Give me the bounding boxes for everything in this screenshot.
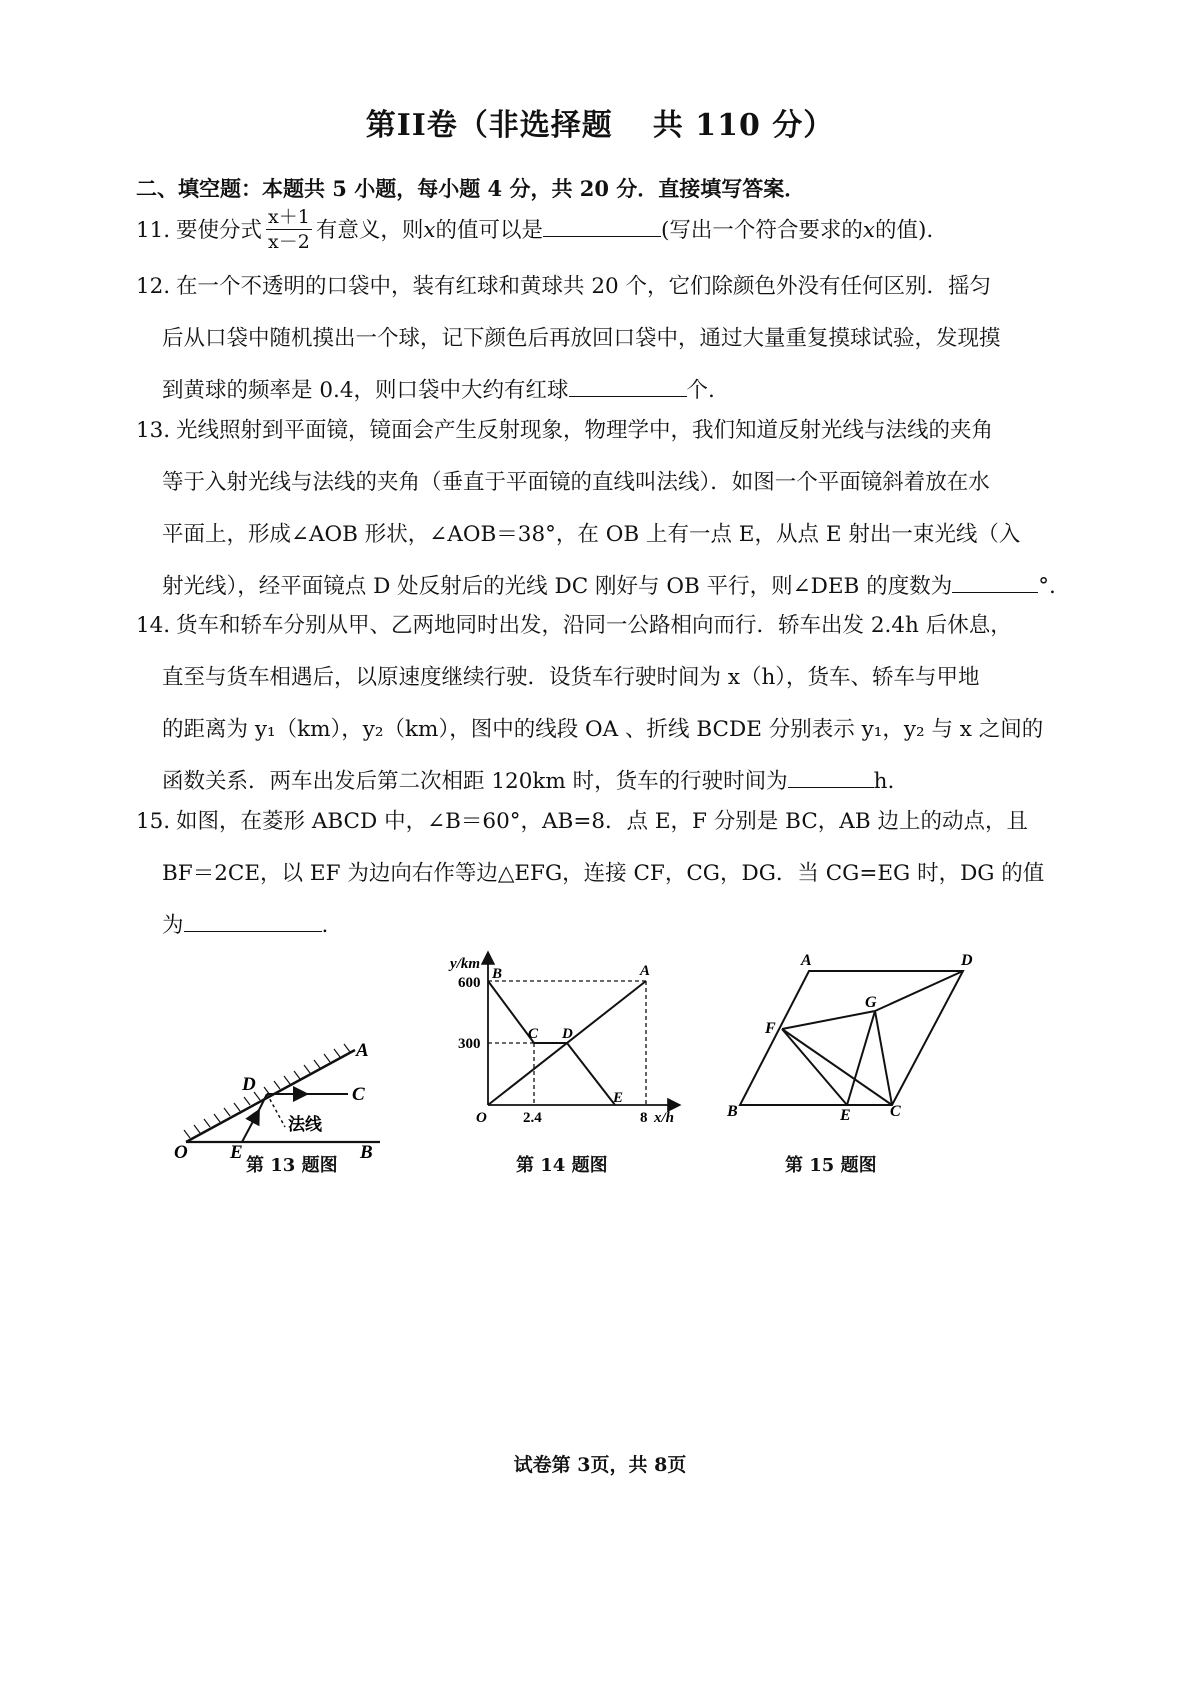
figure-13-caption: 第 13 题图 <box>246 1155 338 1176</box>
answer-blank[interactable] <box>952 570 1038 593</box>
answer-blank[interactable] <box>569 374 687 397</box>
label-E: E <box>613 1090 624 1106</box>
mirror-hatching <box>184 1044 350 1138</box>
label-O: O <box>476 1110 487 1126</box>
tick-8: 8 <box>640 1110 648 1126</box>
label-C: C <box>890 1103 901 1120</box>
label-C: C <box>528 1026 539 1042</box>
question-15: 15．如图，在菱形 ABCD 中，∠B＝60°，AB=8．点 E，F 分别是 BC，AB 边上的动点，且 BF＝2CE，以 EF 为边向右作等边△EFG，连接 CF，CG，DG．当 CG=EG 时，DG 的值 为 . <box>136 796 1076 952</box>
answer-blank[interactable] <box>543 214 661 237</box>
label-B: B <box>492 966 503 982</box>
question-12: 12．在一个不透明的口袋中，装有红球和黄球共 20 个，它们除颜色外没有任何区别．摇匀 后从口袋中随机摸出一个球，记下颜色后再放回口袋中，通过大量重复摸球试验，发现摸 到黄球的频率是 0.4，则口袋中大约有红球 个. <box>136 261 1076 417</box>
figure-15-caption: 第 15 题图 <box>785 1155 877 1176</box>
figure-14-caption: 第 14 题图 <box>516 1155 608 1176</box>
rhombus-lines <box>740 971 963 1105</box>
x-axis-label: x/h <box>654 1110 675 1126</box>
label-D: D <box>961 952 973 969</box>
answer-blank[interactable] <box>184 909 322 932</box>
label-A: A <box>640 963 651 979</box>
title-score: 共 110 分） <box>652 108 835 143</box>
page-footer: 试卷第 3页，共 8页 <box>513 1454 687 1476</box>
question-number: 14． <box>136 613 185 638</box>
question-number: 15． <box>136 809 185 834</box>
figure-15 <box>725 952 985 1130</box>
y-axis-label: y/km <box>450 956 480 972</box>
label-A: A <box>801 952 812 969</box>
title-part: 第II卷（非选择题 <box>365 108 613 143</box>
figure-14 <box>450 950 710 1135</box>
question-number: 11． <box>136 218 185 243</box>
label-A: A <box>356 1040 369 1061</box>
question-number: 13． <box>136 418 185 443</box>
label-E: E <box>840 1107 851 1124</box>
fraction: $\frac{x+1}{x-2}$ <box>268 205 310 253</box>
tick-600: 600 <box>458 975 481 991</box>
label-B: B <box>727 1103 738 1120</box>
question-14: 14．货车和轿车分别从甲、乙两地同时出发，沿同一公路相向而行．轿车出发 2.4h 后休息， 直至与货车相遇后，以原速度继续行驶．设货车行驶时间为 x（h），货车、轿车与甲地 的距离为 y₁（km），y₂（km），图中的线段 OA 、折线 BCDE 分别表示 y₁，y₂ 与 x 之间的 函数关系．两车出发后第二次相距 120km 时，货车的行驶时间为 h. <box>136 600 1076 808</box>
figure-13 <box>160 1030 420 1163</box>
label-O: O <box>174 1142 188 1163</box>
label-G: G <box>865 994 877 1011</box>
label-D: D <box>242 1074 256 1095</box>
page-title <box>0 100 1200 144</box>
section-header: 二、填空题：本题共 5 小题，每小题 4 分，共 20 分．直接填写答案． <box>136 176 806 201</box>
tick-300: 300 <box>458 1036 481 1052</box>
question-13: 13．光线照射到平面镜，镜面会产生反射现象，物理学中，我们知道反射光线与法线的夹角 等于入射光线与法线的夹角（垂直于平面镜的直线叫法线）．如图一个平面镜斜着放在水 平面上，形成∠AOB 形状，∠AOB＝38°，在 OB 上有一点 E，从点 E 射出一束光线（入 射光线），经平面镜点 D 处反射后的光线 DC 刚好与 OB 平行，则∠DEB 的度数为 °. <box>136 405 1076 613</box>
question-11: 11．要使分式 $\frac{x+1}{x-2}$ 有意义，则x的值可以是 (写出一个符合要求的x的值). <box>136 205 1076 257</box>
label-C: C <box>352 1084 365 1105</box>
label-D: D <box>562 1026 573 1042</box>
label-F: F <box>765 1020 776 1037</box>
label-normal: 法线 <box>288 1115 322 1135</box>
answer-blank[interactable] <box>788 765 874 788</box>
tick-2-4: 2.4 <box>523 1110 542 1126</box>
label-E: E <box>230 1142 243 1163</box>
question-number: 12． <box>136 274 185 299</box>
label-B: B <box>360 1142 373 1163</box>
